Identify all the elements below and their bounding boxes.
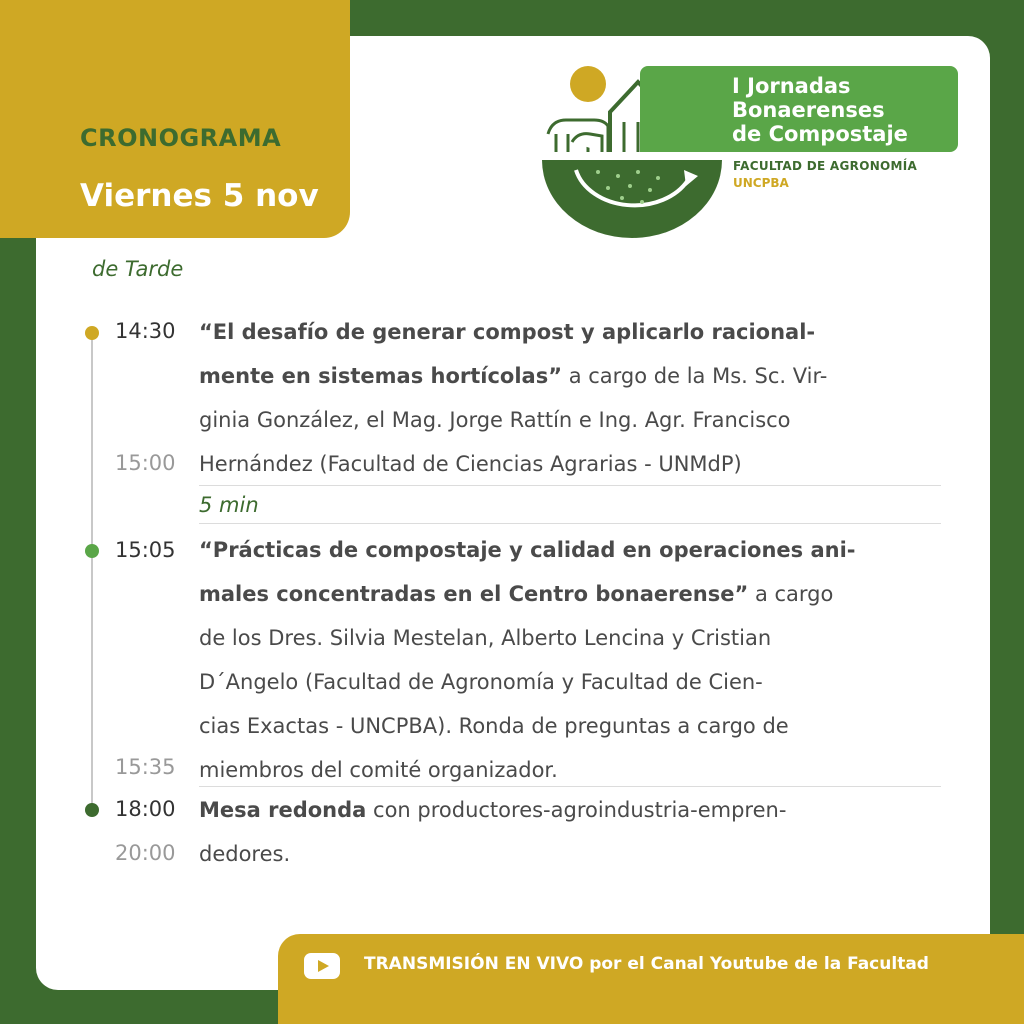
item1-line: ginia González, el Mag. Jorge Rattín e Ing. Agr. Francisco: [199, 408, 791, 432]
header-date: Viernes 5 nov: [80, 178, 319, 214]
item2-line: cias Exactas - UNCPBA). Ronda de preguntas a cargo de: [199, 714, 789, 738]
item3-description: [199, 788, 939, 876]
item1-start-time: 14:30: [115, 319, 176, 343]
item3-end-time: 20:00: [115, 841, 176, 865]
item3-text-after-title: con productores-agroindustria-empren-: [366, 798, 787, 822]
item2-title-line1: “Prácticas de compostaje y calidad en operaciones ani-: [199, 538, 856, 562]
timeline-dot: [85, 544, 99, 558]
item1-description: [199, 310, 939, 486]
session-label: de Tarde: [92, 257, 184, 281]
item2-line: miembros del comité organizador.: [199, 758, 558, 782]
youtube-icon[interactable]: [304, 953, 340, 979]
item2-line: D´Angelo (Facultad de Agronomía y Facultad de Cien-: [199, 670, 763, 694]
logo-title-line1: I Jornadas: [732, 74, 851, 98]
item3-title: Mesa redonda: [199, 798, 367, 822]
footer-text: TRANSMISIÓN EN VIVO por el Canal Youtube de la Facultad: [364, 954, 929, 974]
footer-banner: [278, 934, 1024, 1024]
timeline-dot: [85, 326, 99, 340]
item3-start-time: 18:00: [115, 797, 176, 821]
item2-text-after-title: a cargo: [748, 582, 834, 606]
item1-title-line1: “El desafío de generar compost y aplicarlo racional-: [199, 320, 816, 344]
item1-title-line2: mente en sistemas hortícolas”: [199, 364, 563, 388]
logo-university: UNCPBA: [733, 176, 789, 190]
item3-line: dedores.: [199, 842, 291, 866]
item2-end-time: 15:35: [115, 755, 176, 779]
item2-line: de los Dres. Silvia Mestelan, Alberto Lencina y Cristian: [199, 626, 772, 650]
logo-title-line3: de Compostaje: [732, 122, 908, 146]
timeline-dot: [85, 803, 99, 817]
item2-start-time: 15:05: [115, 538, 176, 562]
item2-title-line2: males concentradas en el Centro bonaerense”: [199, 582, 749, 606]
timeline-line: [91, 333, 93, 811]
item2-description: [199, 528, 939, 792]
logo-title-line2: Bonaerenses: [732, 98, 885, 122]
logo-faculty: FACULTAD DE AGRONOMÍA: [733, 159, 918, 173]
separator: [199, 523, 941, 524]
separator: [199, 786, 941, 787]
item1-end-time: 15:00: [115, 451, 176, 475]
separator: [199, 485, 941, 486]
header-title: CRONOGRAMA: [80, 124, 282, 152]
item1-text-after-title: a cargo de la Ms. Sc. Vir-: [562, 364, 828, 388]
item1-line: Hernández (Facultad de Ciencias Agrarias - UNMdP): [199, 452, 742, 476]
break-label: 5 min: [199, 493, 259, 517]
